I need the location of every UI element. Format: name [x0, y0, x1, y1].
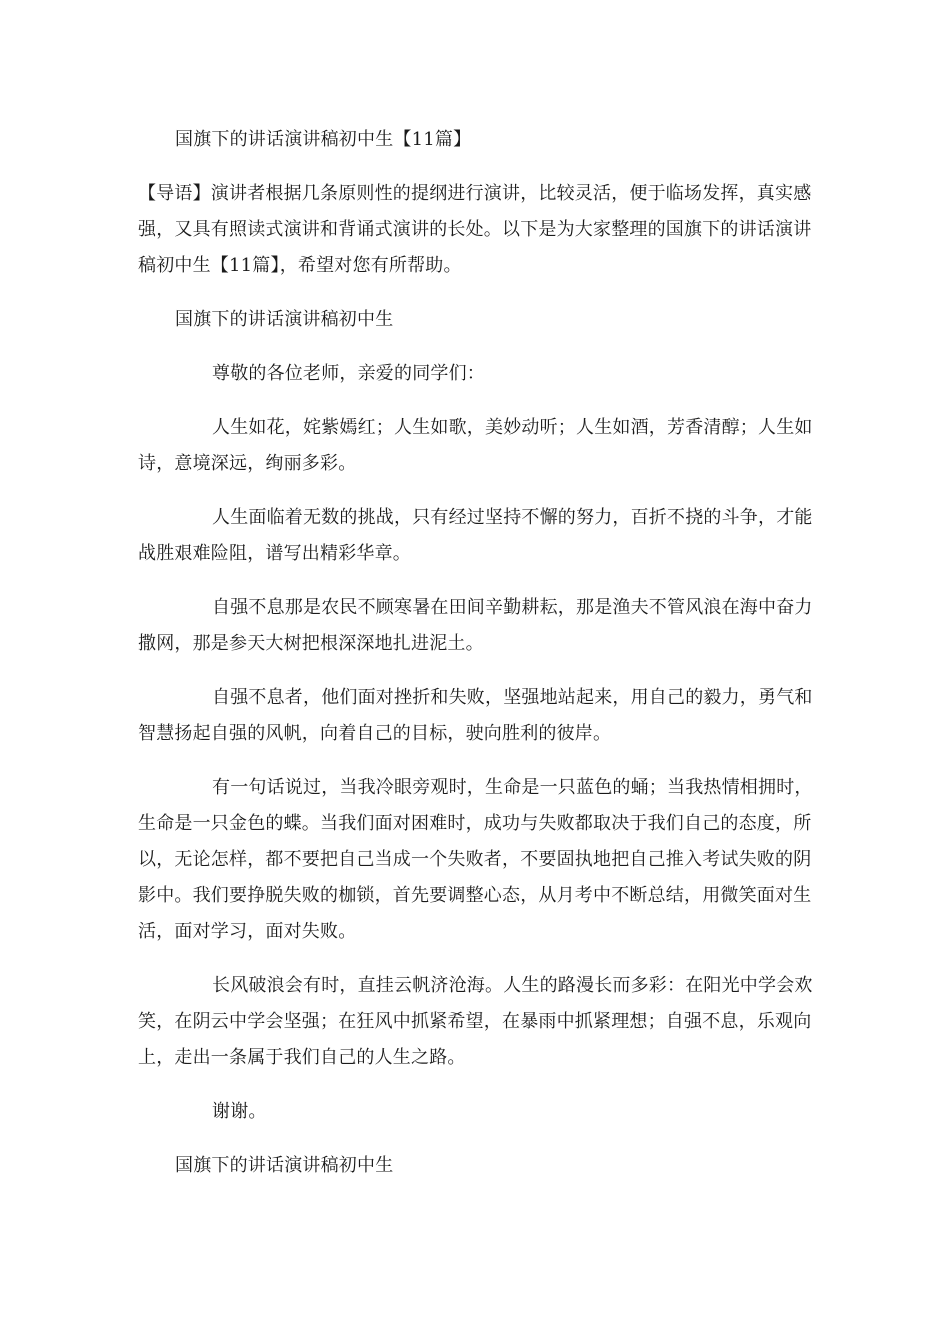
section-heading-1: 国旗下的讲话演讲稿初中生: [175, 309, 394, 330]
speech-paragraph: 人生如花，姹紫嫣红；人生如歌，美妙动听；人生如酒，芳香清醇；人生如诗，意境深远，绚丽多彩。: [138, 417, 813, 474]
speech-paragraph: 自强不息那是农民不顾寒暑在田间辛勤耕耘，那是渔夫不管风浪在海中奋力撒网，那是参天大树把根深深地扎进泥土。: [138, 597, 813, 654]
speech-paragraph: 人生面临着无数的挑战，只有经过坚持不懈的努力，百折不挠的斗争，才能战胜艰难险阻，谱写出精彩华章。: [138, 507, 813, 564]
document-title: 国旗下的讲话演讲稿初中生【11篇】: [175, 129, 472, 150]
speech-closing: 谢谢。: [212, 1101, 267, 1122]
document-body: [138, 122, 822, 1202]
intro-paragraph: 【导语】演讲者根据几条原则性的提纲进行演讲，比较灵活，便于临场发挥，真实感强，又具有照读式演讲和背诵式演讲的长处。以下是为大家整理的国旗下的讲话演讲稿初中生【11篇】，希望对您有所帮助。: [138, 183, 812, 276]
speech-paragraph: 自强不息者，他们面对挫折和失败，坚强地站起来，用自己的毅力，勇气和智慧扬起自强的风帆，向着自己的目标，驶向胜利的彼岸。: [138, 687, 813, 744]
speech-paragraph: 有一句话说过，当我冷眼旁观时，生命是一只蓝色的蛹；当我热情相拥时，生命是一只金色的蝶。当我们面对困难时，成功与失败都取决于我们自己的态度，所以，无论怎样，都不要把自己当成一个失败者，不要固执地把自己推入考试失败的阴影中。我们要挣脱失败的枷锁，首先要调整心态，从月考中不断总结，用微笑面对生活，面对学习，面对失败。: [138, 777, 813, 942]
speech-paragraph: 长风破浪会有时，直挂云帆济沧海。人生的路漫长而多彩：在阳光中学会欢笑，在阴云中学会坚强；在狂风中抓紧希望，在暴雨中抓紧理想；自强不息，乐观向上，走出一条属于我们自己的人生之路。: [138, 975, 813, 1068]
speech-salutation: 尊敬的各位老师，亲爱的同学们：: [212, 363, 485, 384]
section-heading-2: 国旗下的讲话演讲稿初中生: [175, 1155, 394, 1176]
